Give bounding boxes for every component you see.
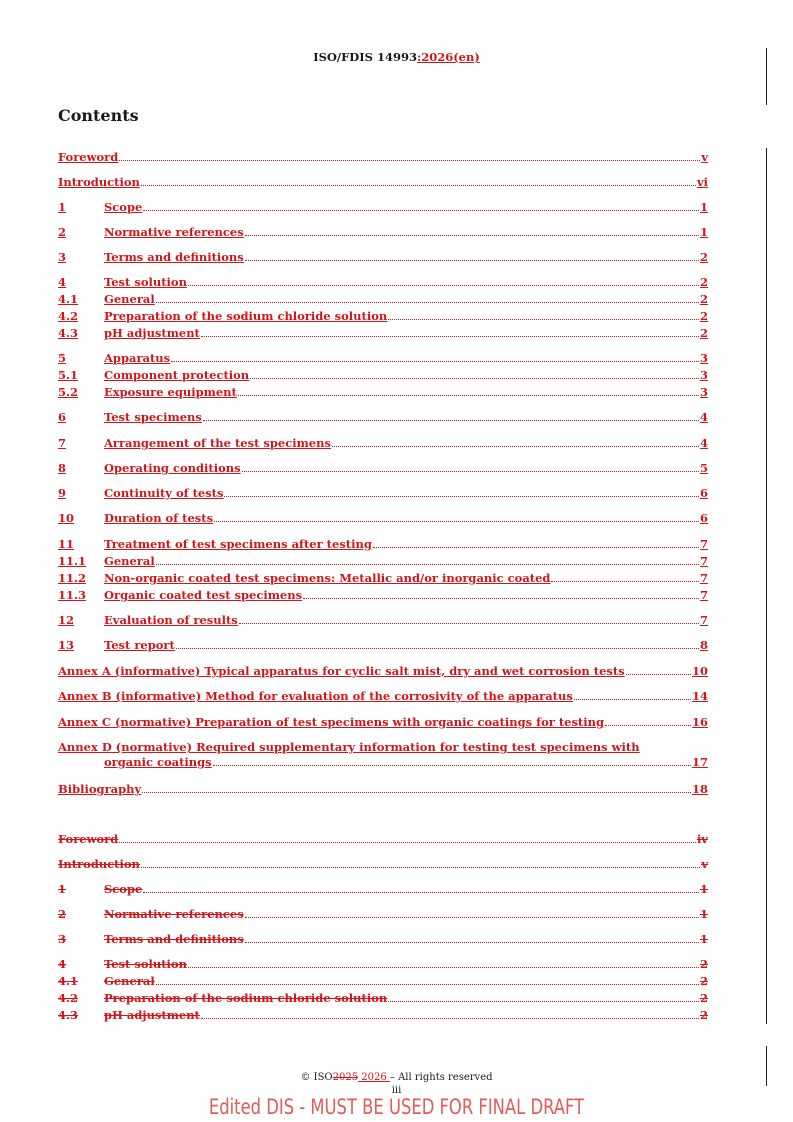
toc-deleted-title: Introduction (58, 857, 140, 871)
toc-current-entry[interactable] (58, 782, 708, 796)
toc-current-leader-dots (574, 698, 691, 700)
toc-current-page-number: 10 (691, 664, 708, 678)
toc-current-entry[interactable] (58, 511, 708, 525)
toc-current-number: 1 (58, 200, 67, 214)
toc-current-entry[interactable] (58, 200, 708, 214)
toc-current-page-number: 4 (699, 436, 708, 450)
toc-current-title: Organic coated test specimens (104, 588, 303, 602)
footer-copyright: © ISO (300, 1072, 333, 1083)
toc-current-number: 11 (58, 537, 75, 551)
toc-deleted-leader-dots (143, 891, 699, 893)
toc-current-leader-dots (171, 360, 699, 362)
toc-current-page-number: 17 (691, 755, 708, 769)
toc-deleted-leader-dots (119, 841, 696, 843)
toc-current-entry[interactable] (58, 537, 708, 551)
toc-current-page-number: 3 (699, 351, 708, 365)
toc-deleted-number: 3 (58, 932, 67, 946)
toc-current-number: 11.2 (58, 571, 87, 585)
toc-current-page-number: 8 (699, 638, 708, 652)
page-number: iii (391, 1085, 402, 1096)
toc-current-leader-dots (213, 764, 691, 766)
toc-deleted-title: Preparation of the sodium chloride solution (104, 991, 388, 1005)
draft-watermark: Edited DIS - MUST BE USED FOR FINAL DRAFT (208, 1095, 585, 1119)
toc-deleted-entry[interactable] (58, 932, 708, 946)
toc-current-number: 4 (58, 275, 67, 289)
toc-current-title: Annex B (informative) Method for evaluation of the corrosivity of the apparatus (58, 689, 573, 703)
toc-current-page-number: 2 (699, 326, 708, 340)
toc-deleted-leader-dots (388, 1000, 699, 1002)
toc-current-leader-dots (373, 546, 699, 548)
toc-current-number: 10 (58, 511, 75, 525)
toc-current-page-number: 7 (699, 613, 708, 627)
toc-current-number: 5 (58, 351, 67, 365)
footer-inserted-year: 2026 (358, 1072, 390, 1083)
toc-current-entry[interactable] (58, 588, 708, 602)
toc-deleted-entry[interactable] (58, 991, 708, 1005)
toc-current-number: 3 (58, 250, 67, 264)
toc-current-leader-dots (332, 445, 699, 447)
toc-current-entry[interactable] (58, 410, 708, 424)
header-doc-id: ISO/FDIS 14993 (313, 50, 417, 64)
toc-current-leader-dots (388, 318, 699, 320)
toc-current-number: 9 (58, 486, 67, 500)
toc-current-title: Annex A (informative) Typical apparatus for cyclic salt mist, dry and wet corrosion tests (58, 664, 625, 678)
toc-current-entry[interactable] (58, 571, 708, 585)
toc-deleted-entry[interactable] (58, 1008, 708, 1022)
toc-deleted-number: 1 (58, 882, 67, 896)
toc-current-number: 11.1 (58, 554, 87, 568)
toc-current-leader-dots (551, 580, 699, 582)
toc-current-page-number: 4 (699, 410, 708, 424)
toc-deleted-number: 2 (58, 907, 67, 921)
toc-current-title: Duration of tests (104, 511, 214, 525)
toc-current-entry[interactable] (58, 638, 708, 652)
toc-current-title: Normative references (104, 225, 244, 239)
toc-current-page-number: 3 (699, 368, 708, 382)
header-inserted-edition: :2026(en) (416, 50, 480, 64)
toc-current-entry[interactable] (58, 436, 708, 450)
toc-current-leader-dots (201, 335, 699, 337)
toc-current-title: Bibliography (58, 782, 142, 796)
toc-current-entry[interactable] (58, 740, 708, 754)
toc-current-page-number: 1 (699, 200, 708, 214)
toc-deleted-page-number: 1 (699, 907, 708, 921)
toc-current-entry[interactable] (58, 664, 708, 678)
toc-deleted-leader-dots (201, 1017, 699, 1019)
toc-current-entry[interactable] (58, 755, 708, 769)
toc-current-title: General (104, 554, 155, 568)
toc-current-page-number: 7 (699, 554, 708, 568)
toc-current-leader-dots (245, 234, 699, 236)
toc-current-title: Component protection (104, 368, 250, 382)
toc-current-entry[interactable] (58, 689, 708, 703)
toc-current-leader-dots (224, 495, 699, 497)
toc-current-title: Preparation of the sodium chloride solution (104, 309, 388, 323)
toc-current-title: Scope (104, 200, 143, 214)
toc-deleted-title: Scope (104, 882, 143, 896)
toc-current-entry[interactable] (58, 715, 708, 729)
toc-deleted-number: 4.3 (58, 1008, 79, 1022)
toc-current-entry[interactable] (58, 326, 708, 340)
toc-current-title: Evaluation of results (104, 613, 238, 627)
toc-deleted-page-number: v (701, 857, 708, 871)
toc-current-leader-dots (239, 622, 699, 624)
toc-deleted-leader-dots (141, 866, 700, 868)
page-title: Contents (58, 106, 139, 125)
toc-current-entry[interactable] (58, 613, 708, 627)
toc-current-number: 6 (58, 410, 67, 424)
toc-current-number: 5.2 (58, 385, 79, 399)
copyright-footer (0, 1072, 793, 1083)
toc-deleted-page-number: 2 (699, 1008, 708, 1022)
change-bar-main (766, 148, 767, 1024)
toc-current-entry[interactable] (58, 275, 708, 289)
toc-deleted-title: Normative references (104, 907, 244, 921)
toc-current-page-number: 2 (699, 292, 708, 306)
toc-current-entry[interactable] (58, 225, 708, 239)
toc-current-title: Non-organic coated test specimens: Metallic and/or inorganic coated (104, 571, 551, 585)
toc-deleted-leader-dots (188, 966, 699, 968)
toc-current-number: 4.2 (58, 309, 79, 323)
toc-current-leader-dots (626, 673, 691, 675)
toc-current-leader-dots (176, 647, 699, 649)
toc-current-title: Test specimens (104, 410, 202, 424)
toc-current-number: 2 (58, 225, 67, 239)
toc-deleted-title: pH adjustment (104, 1008, 200, 1022)
toc-current-title: organic coatings (104, 755, 212, 769)
toc-deleted-title: Test solution (104, 957, 187, 971)
toc-current-leader-dots (250, 377, 699, 379)
toc-current-title: Annex C (normative) Preparation of test specimens with organic coatings for testing (58, 715, 605, 729)
toc-current-leader-dots (143, 209, 699, 211)
toc-deleted-number: 4 (58, 957, 67, 971)
toc-deleted-number: 4.2 (58, 991, 79, 1005)
toc-current-page-number: 6 (699, 486, 708, 500)
toc-deleted-page-number: iv (696, 832, 708, 846)
toc-current-title: Continuity of tests (104, 486, 224, 500)
toc-current-page-number: 7 (699, 588, 708, 602)
toc-deleted-entry[interactable] (58, 957, 708, 971)
toc-current-leader-dots (142, 791, 691, 793)
toc-deleted-entry[interactable] (58, 974, 708, 988)
toc-current-page-number: 14 (691, 689, 708, 703)
toc-current-title: Foreword (58, 150, 119, 164)
toc-current-entry[interactable] (58, 554, 708, 568)
toc-current-page-number: 18 (691, 782, 708, 796)
toc-current-page-number: 2 (699, 275, 708, 289)
toc-deleted-title: Terms and definitions (104, 932, 244, 946)
toc-current-entry[interactable] (58, 250, 708, 264)
toc-current-title: Test solution (104, 275, 187, 289)
toc-current-page-number: 1 (699, 225, 708, 239)
toc-current-title: Arrangement of the test specimens (104, 436, 331, 450)
toc-current-leader-dots (156, 563, 699, 565)
toc-current-title: Terms and definitions (104, 250, 244, 264)
toc-deleted-title: Foreword (58, 832, 119, 846)
toc-deleted-title: General (104, 974, 155, 988)
toc-deleted-page-number: 2 (699, 991, 708, 1005)
toc-current-leader-dots (242, 470, 699, 472)
toc-current-title: Annex D (normative) Required supplementary information for testing test specimens with (58, 740, 640, 754)
toc-deleted-entry[interactable] (58, 907, 708, 921)
document-header (0, 50, 793, 64)
toc-deleted-page-number: 2 (699, 974, 708, 988)
toc-current-entry[interactable] (58, 175, 708, 189)
toc-current-page-number: 2 (699, 309, 708, 323)
toc-deleted-entry[interactable] (58, 882, 708, 896)
toc-current-leader-dots (245, 259, 699, 261)
toc-current-page-number: 3 (699, 385, 708, 399)
toc-current-number: 8 (58, 461, 67, 475)
toc-deleted-number: 4.1 (58, 974, 79, 988)
toc-current-leader-dots (203, 419, 699, 421)
toc-current-leader-dots (303, 597, 699, 599)
toc-current-page-number: 16 (691, 715, 708, 729)
toc-current-page-number: v (701, 150, 708, 164)
toc-current-title: pH adjustment (104, 326, 200, 340)
toc-current-number: 12 (58, 613, 75, 627)
toc-current-entry[interactable] (58, 150, 708, 164)
toc-current-leader-dots (605, 724, 691, 726)
toc-current-title: Exposure equipment (104, 385, 237, 399)
toc-current-leader-dots (119, 159, 700, 161)
toc-deleted-page-number: 1 (699, 932, 708, 946)
toc-current-page-number: 7 (699, 571, 708, 585)
toc-deleted-leader-dots (245, 941, 699, 943)
toc-current-page-number: 7 (699, 537, 708, 551)
toc-current-page-number: vi (696, 175, 708, 189)
toc-deleted-page-number: 1 (699, 882, 708, 896)
toc-deleted-leader-dots (156, 983, 699, 985)
footer-deleted-year: 2025 (332, 1072, 359, 1083)
toc-current-number: 7 (58, 436, 67, 450)
toc-current-leader-dots (188, 284, 699, 286)
toc-current-number: 13 (58, 638, 75, 652)
toc-deleted-entry[interactable] (58, 857, 708, 871)
toc-current-entry[interactable] (58, 351, 708, 365)
toc-current-number: 4.3 (58, 326, 79, 340)
toc-current-number: 11.3 (58, 588, 87, 602)
toc-current-entry[interactable] (58, 368, 708, 382)
toc-current-title: Treatment of test specimens after testing (104, 537, 372, 551)
toc-current-leader-dots (141, 184, 696, 186)
toc-current-leader-dots (156, 301, 699, 303)
toc-deleted-page-number: 2 (699, 957, 708, 971)
toc-current-title: General (104, 292, 155, 306)
toc-current-leader-dots (238, 394, 699, 396)
toc-current-title: Test report (104, 638, 175, 652)
toc-current-page-number: 6 (699, 511, 708, 525)
toc-current-entry[interactable] (58, 292, 708, 306)
toc-current-number: 4.1 (58, 292, 79, 306)
toc-current-page-number: 5 (699, 461, 708, 475)
toc-current-title: Introduction (58, 175, 140, 189)
toc-deleted-entry[interactable] (58, 832, 708, 846)
toc-current-page-number: 2 (699, 250, 708, 264)
toc-current-title: Apparatus (104, 351, 171, 365)
toc-current-entry[interactable] (58, 461, 708, 475)
toc-current-number: 5.1 (58, 368, 79, 382)
toc-current-entry[interactable] (58, 309, 708, 323)
footer-rights: – All rights reserved (389, 1072, 493, 1083)
toc-current-leader-dots (214, 520, 699, 522)
toc-current-title: Operating conditions (104, 461, 241, 475)
toc-current-entry[interactable] (58, 486, 708, 500)
toc-current-entry[interactable] (58, 385, 708, 399)
toc-deleted-leader-dots (245, 916, 699, 918)
